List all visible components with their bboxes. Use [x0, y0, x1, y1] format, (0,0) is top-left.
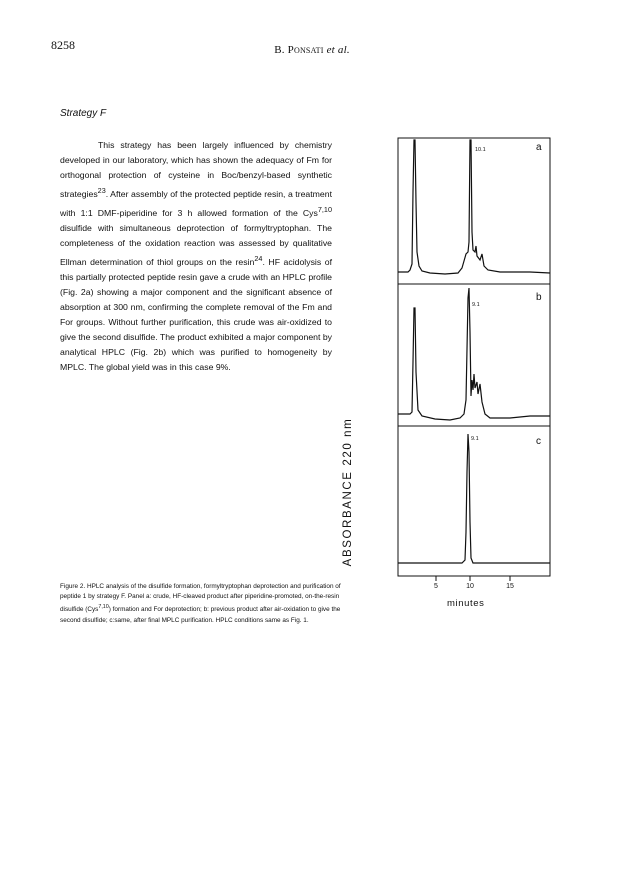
residue-superscript: 7,10: [317, 204, 332, 214]
body-line: adequacy of Fm for orthogonal protection of cysteine in: [60, 155, 332, 180]
body-line: resin: [235, 256, 255, 267]
section-heading: Strategy F: [60, 108, 107, 119]
x-axis-label: minutes: [447, 598, 485, 609]
body-line: Boc/benzyl-based synthetic strategies: [60, 170, 332, 199]
body-line: . After assembly of: [105, 188, 178, 199]
figure-caption: [60, 582, 345, 626]
x-tick-label-10: 10: [466, 583, 474, 590]
body-line: piperidine for 3 h allowed formation of the Cys: [119, 207, 318, 218]
caption-superscript: 7,10: [98, 604, 109, 611]
page-number: 8258: [51, 38, 75, 52]
peak-label-a: 10.1: [475, 147, 486, 153]
body-line: completeness of the oxidation reaction was assessed by: [60, 237, 289, 248]
hplc-plot-area: [350, 132, 575, 622]
body-line: . HF acidolysis of this partially protected peptide resin: [60, 256, 332, 282]
body-line: chemistry developed in our laboratory, which has shown the: [60, 140, 332, 165]
y-axis-label: [342, 417, 354, 567]
body-line: major component by analytical HPLC (Fig. 2b) which was: [60, 331, 333, 357]
body-line: at 300 nm, confirming the complete removal of the Fm and: [103, 301, 332, 312]
running-head-author: B. Ponsati: [274, 44, 324, 56]
body-line: major component and the significant absence of absorption: [60, 286, 333, 312]
body-line: For groups. Without further purification, this crude was air-: [60, 316, 290, 327]
body-line: with simultaneous deprotection of formyltryptophan. The: [97, 222, 332, 233]
running-head: [0, 44, 624, 56]
peak-label-b: 9.1: [472, 302, 480, 308]
y-axis-label-text: ABSORBANCE 220 nm: [342, 417, 354, 567]
x-tick-label-15: 15: [506, 583, 514, 590]
panel-letter-b: b: [536, 292, 542, 303]
citation-superscript: 23: [97, 186, 106, 195]
running-head-etal: et al.: [326, 44, 350, 56]
body-line: this case 9%.: [179, 361, 231, 372]
peak-label-c: 9.1: [471, 436, 479, 442]
caption-text-continued: ) formation and For deprotection; b: previous product after air-oxidation to give the second disulfide; c:same, after final MPLC purification. HPLC conditions same as Fig. 1.: [60, 606, 341, 624]
body-line: disulfide: [60, 222, 92, 233]
chromatogram-trace-a: [398, 140, 550, 274]
hplc-figure: [342, 132, 575, 622]
body-line: oxidized to give the second disulfide. The product exhibited a: [60, 316, 332, 342]
body-line: gave a crude with an HPLC profile (Fig. 2a) showing a: [60, 271, 332, 297]
body-line: the protected peptide resin, a treatment with 1:1 DMF-: [60, 188, 332, 218]
citation-superscript: 24: [254, 253, 263, 263]
x-tick-label-5: 5: [434, 583, 438, 590]
body-paragraph: [60, 138, 332, 375]
panel-letter-a: a: [536, 142, 542, 153]
chromatogram-trace-c: [398, 434, 550, 563]
body-line: This strategy has been largely influenced by: [98, 140, 289, 150]
body-line: purified to homogeneity by MPLC. The global yield was in: [60, 346, 332, 372]
plot-frame: [398, 138, 550, 576]
body-line: qualitative Ellman determination of thiol groups on the: [60, 237, 332, 267]
panel-letter-c: c: [536, 436, 541, 447]
caption-text: Figure 2. HPLC analysis of the disulfide formation, formyltryptophan deprotection and purification of peptide 1 by strategy F. Panel a: crude, HF-cleaved product after piperidine-promoted, on-the-resin disulfide (Cys: [60, 583, 341, 614]
